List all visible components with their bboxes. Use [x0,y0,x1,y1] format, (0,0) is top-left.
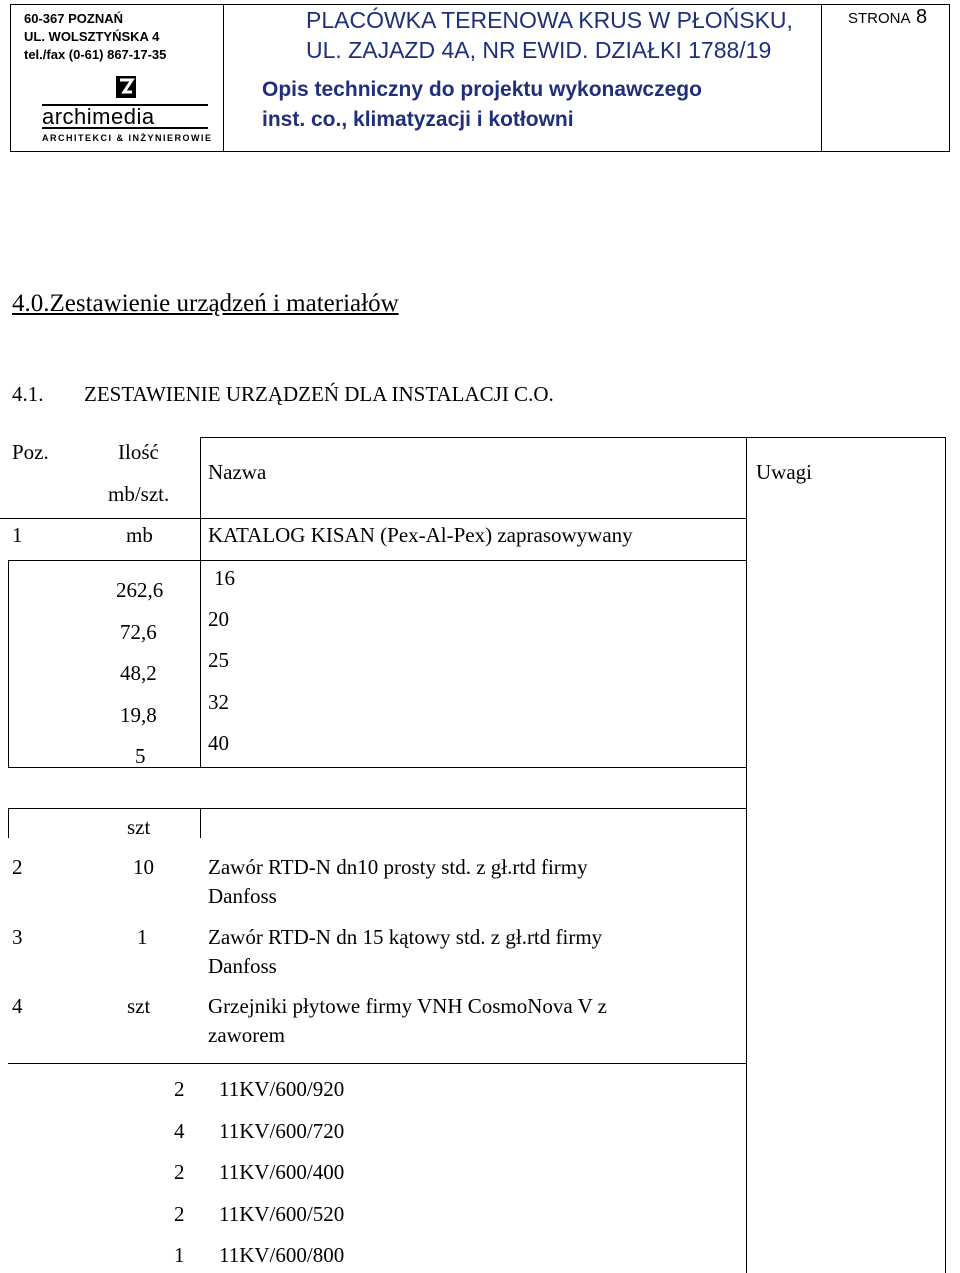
radiator-model: 11KV/600/520 [219,1202,345,1226]
project-address: UL. ZAJAZD 4A, NR EWID. DZIAŁKI 1788/19 [306,37,772,63]
logo-subtitle: ARCHITEKCI & INŻYNIEROWIE [42,133,213,143]
row-qty: 1 [137,925,148,949]
row-pos: 3 [12,925,23,949]
logo-text: archimedia [42,104,155,129]
row-name-cont: Danfoss [208,884,277,908]
document-subtitle: inst. co., klimatyzacji i kotłowni [262,108,574,131]
radiator-qty: 1 [174,1243,185,1267]
pipe-qty: 5 [135,744,146,768]
subsection-number: 4.1. [12,382,44,406]
pipe-qty: 72,6 [120,620,157,644]
row-name: Grzejniki płytowe firmy VNH CosmoNova V z [208,994,607,1018]
address-line: 60-367 POZNAŃ [24,11,123,26]
section-heading: 4.0.Zestawienie urządzeń i materiałów [12,290,399,317]
radiator-model: 11KV/600/720 [219,1119,345,1143]
row-pos: 2 [12,855,23,879]
radiator-qty: 2 [174,1160,185,1184]
company-logo [40,72,212,150]
radiator-model: 11KV/600/920 [219,1077,345,1101]
document-title: Opis techniczny do projektu wykonawczego [262,78,702,101]
radiator-model: 11KV/600/800 [219,1243,345,1267]
radiator-model: 11KV/600/400 [219,1160,345,1184]
row-unit: szt [127,994,151,1018]
row-name: Zawór RTD-N dn10 prosty std. z gł.rtd firmy [208,855,588,879]
pipe-qty: 262,6 [116,578,164,602]
row-pos: 1 [12,523,23,547]
radiator-qty: 2 [174,1077,185,1101]
unit-label: szt [127,815,151,839]
col-header-notes: Uwagi [756,460,812,484]
address-line: UL. WOLSZTYŃSKA 4 [24,29,160,44]
row-pos: 4 [12,994,23,1018]
radiator-qty: 4 [174,1119,185,1143]
pipe-size: 40 [208,731,229,755]
subsection-title: ZESTAWIENIE URZĄDZEŃ DLA INSTALACJI C.O. [84,382,554,406]
row-name-cont: Danfoss [208,954,277,978]
radiator-qty: 2 [174,1202,185,1226]
row-unit: mb [126,523,153,547]
col-header-unit: mb/szt. [108,482,170,506]
pipe-size: 20 [208,607,229,631]
row-qty: 10 [133,855,154,879]
pipe-size: 25 [208,648,229,672]
project-title: PLACÓWKA TERENOWA KRUS W PŁOŃSKU, [306,7,793,33]
pipe-qty: 19,8 [120,703,157,727]
row-name: Zawór RTD-N dn 15 kątowy std. z gł.rtd firmy [208,925,603,949]
col-header-name: Nazwa [208,460,267,484]
row-name-cont: zaworem [208,1023,285,1047]
page-number: 8 [916,6,928,28]
company-address [24,10,166,64]
col-header-pos: Poz. [12,440,49,464]
col-header-qty: Ilość [118,440,159,464]
pipe-qty: 48,2 [120,661,157,685]
pipe-size: 16 [214,566,235,590]
page-label: STRONA [848,10,911,27]
pipe-size: 32 [208,690,229,714]
row-name: KATALOG KISAN (Pex-Al-Pex) zaprasowywany [208,523,633,547]
address-line: tel./fax (0-61) 867-17-35 [24,47,167,62]
